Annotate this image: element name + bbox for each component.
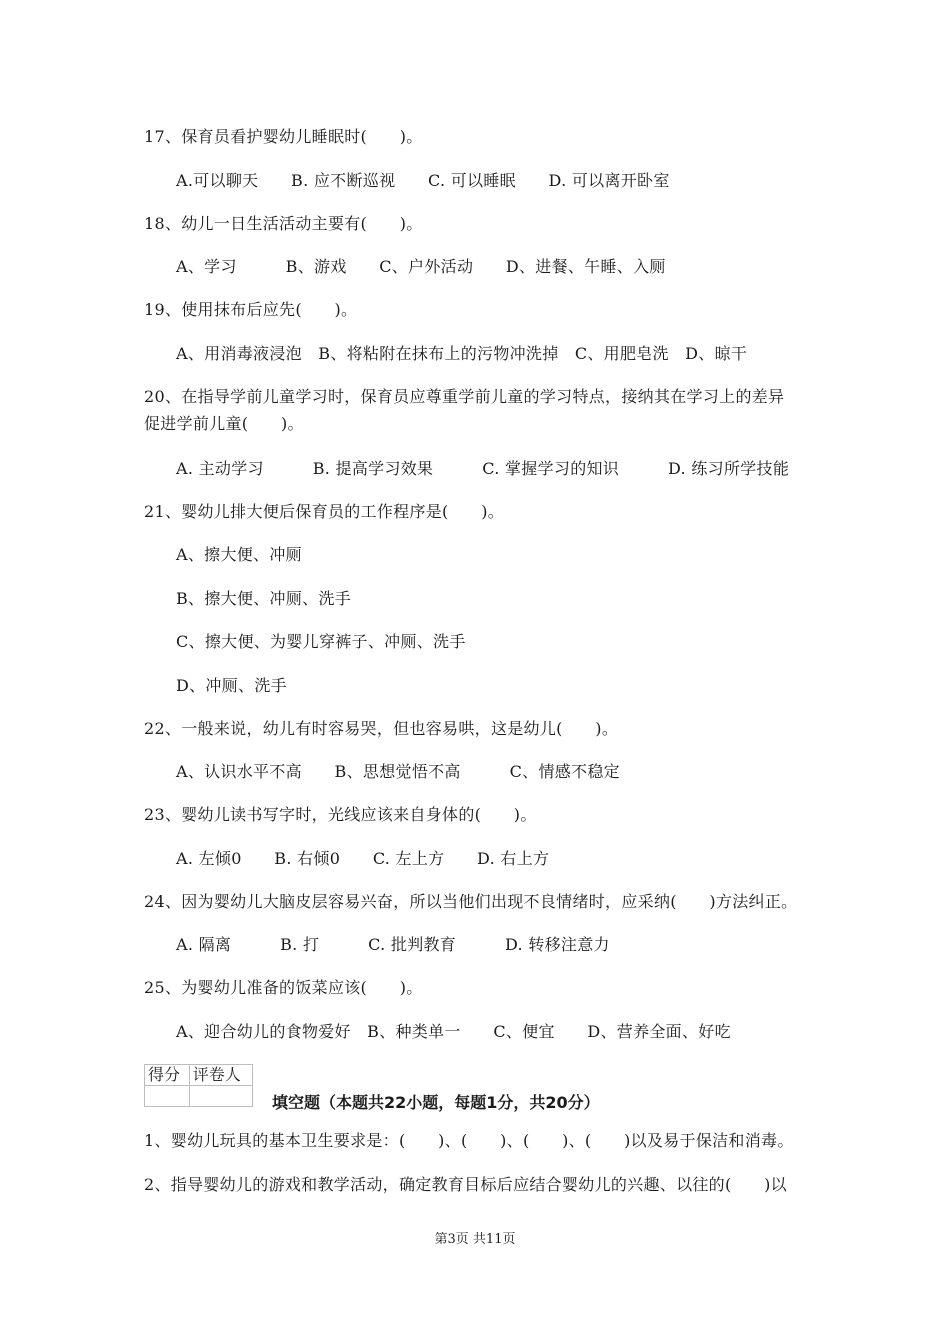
question-20-continued: 促进学前儿童( )。 [144, 414, 304, 433]
question-25-options: A、迎合幼儿的食物爱好 B、种类单一 C、便宜 D、营养全面、好吃 [176, 1022, 731, 1041]
score-box [144, 1064, 253, 1107]
question-24-options: A. 隔离 B. 打 C. 批判教育 D. 转移注意力 [176, 935, 610, 954]
question-19-options: A、用消毒液浸泡 B、将粘附在抹布上的污物冲洗掉 C、用肥皂洗 D、晾干 [176, 344, 748, 363]
question-21-option-b: B、擦大便、冲厕、洗手 [176, 589, 352, 608]
question-22: 22、一般来说，幼儿有时容易哭，但也容易哄，这是幼儿( )。 [144, 719, 619, 738]
question-23-options: A. 左倾0 B. 右倾0 C. 左上方 D. 右上方 [176, 849, 550, 868]
question-17: 17、保育员看护婴幼儿睡眠时( )。 [144, 127, 423, 146]
grader-cell [189, 1086, 252, 1107]
question-21-option-a: A、擦大便、冲厕 [176, 545, 302, 564]
question-21-option-d: D、冲厕、洗手 [176, 676, 287, 695]
score-cell [145, 1086, 190, 1107]
question-22-options: A、认识水平不高 B、思想觉悟不高 C、情感不稳定 [176, 762, 620, 781]
question-23: 23、婴幼儿读书写字时，光线应该来自身体的( )。 [144, 805, 537, 824]
fill-question-2: 2、指导婴幼儿的游戏和教学活动，确定教育目标后应结合婴幼儿的兴趣、以往的( )以 [144, 1175, 787, 1194]
question-25: 25、为婴幼儿准备的饭菜应该( )。 [144, 978, 423, 997]
question-18-options: A、学习 B、游戏 C、户外活动 D、进餐、午睡、入厕 [176, 257, 666, 276]
question-18: 18、幼儿一日生活活动主要有( )。 [144, 214, 423, 233]
section-title: 填空题（本题共22小题，每题1分，共20分） [272, 1093, 600, 1112]
fill-question-1: 1、婴幼儿玩具的基本卫生要求是：( )、( )、( )、( )以及易于保洁和消毒。 [144, 1131, 794, 1150]
page-footer: 第3页 共11页 [434, 1232, 516, 1247]
question-17-options: A.可以聊天 B. 应不断巡视 C. 可以睡眠 D. 可以离开卧室 [176, 171, 670, 190]
question-21: 21、婴幼儿排大便后保育员的工作程序是( )。 [144, 502, 505, 521]
grader-label: 评卷人 [189, 1065, 252, 1086]
score-label: 得分 [145, 1065, 190, 1086]
question-21-option-c: C、擦大便、为婴儿穿裤子、冲厕、洗手 [176, 632, 466, 651]
question-20: 20、在指导学前儿童学习时，保育员应尊重学前儿童的学习特点，接纳其在学习上的差异 [144, 387, 785, 406]
question-19: 19、使用抹布后应先( )。 [144, 300, 358, 319]
question-20-options: A. 主动学习 B. 提高学习效果 C. 掌握学习的知识 D. 练习所学技能 [176, 459, 790, 478]
question-24: 24、因为婴幼儿大脑皮层容易兴奋，所以当他们出现不良情绪时，应采纳( )方法纠正。 [144, 892, 798, 911]
